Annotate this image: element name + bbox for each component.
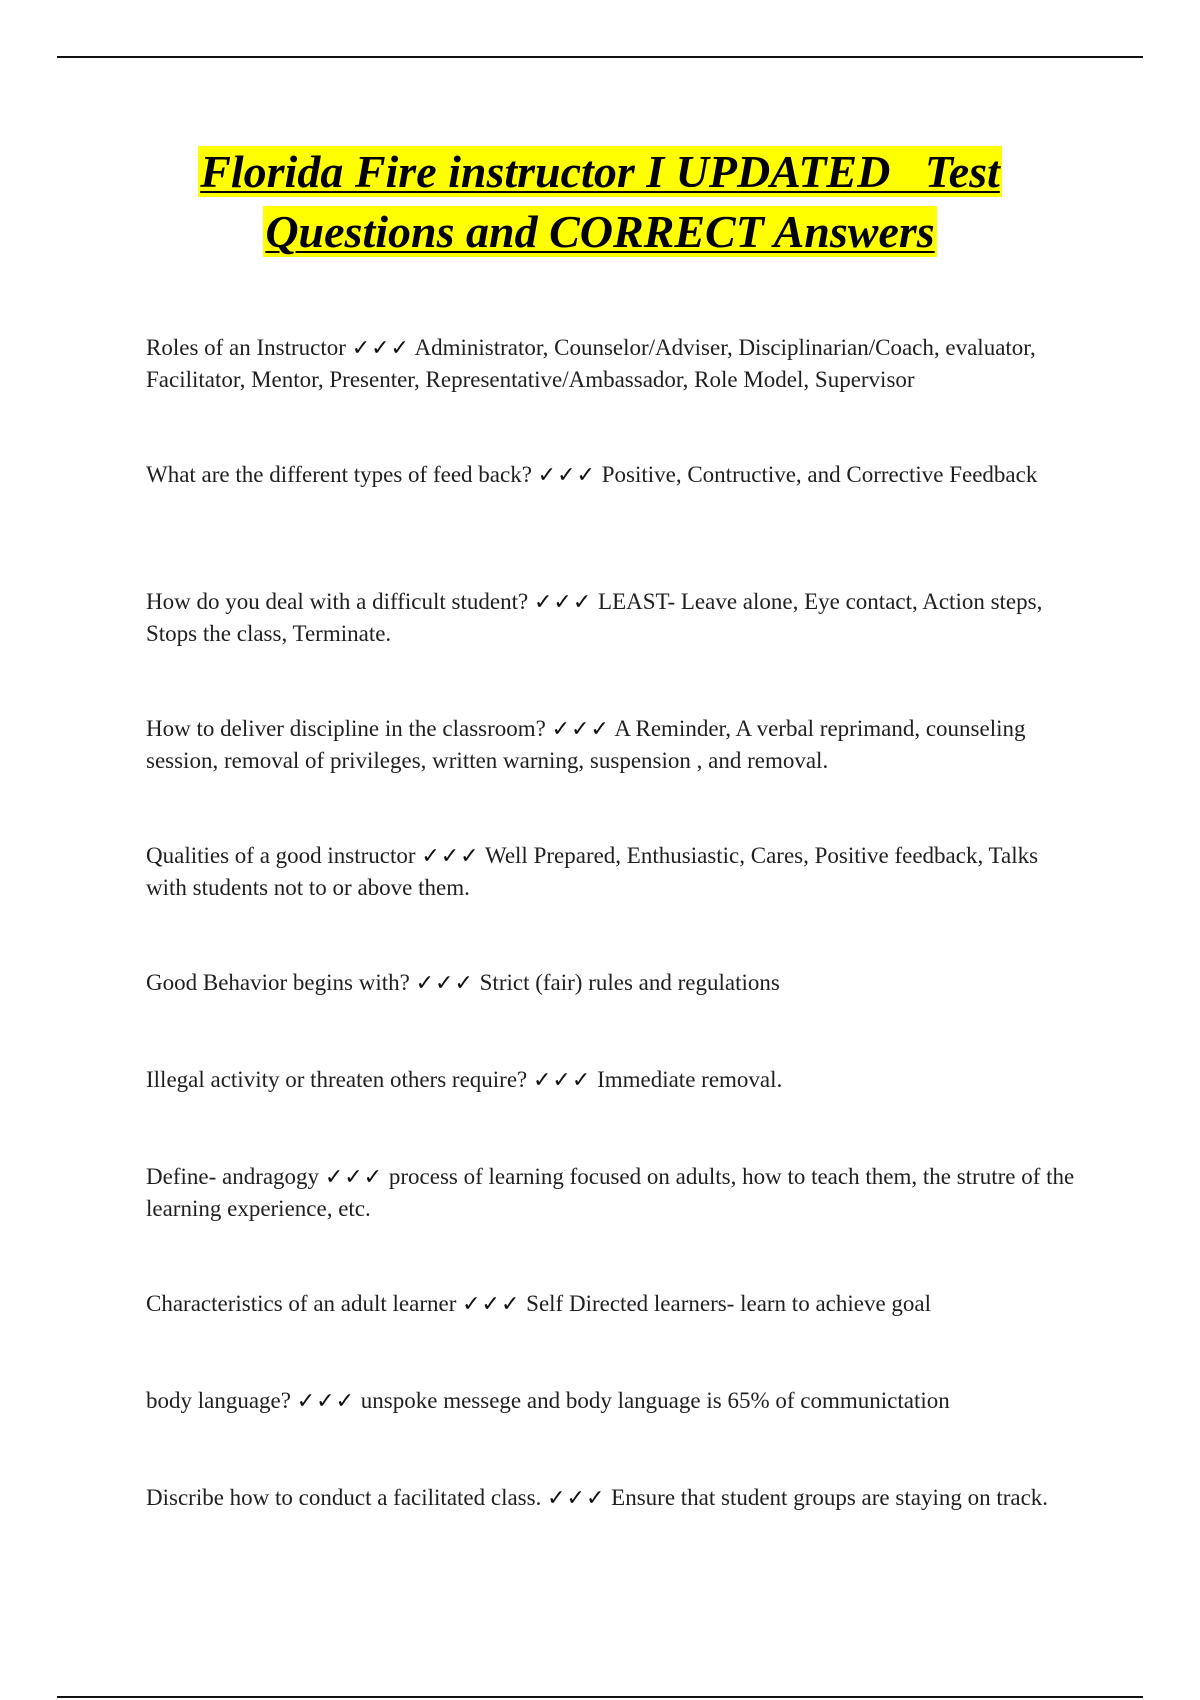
question-text: Characteristics of an adult learner bbox=[146, 1291, 457, 1316]
answer-text: LEAST- Leave alone, Eye contact, Action steps, Stops the class, Terminate. bbox=[146, 589, 1043, 646]
qa-item-difficult-student bbox=[146, 586, 1076, 649]
qa-item-good-behavior bbox=[146, 967, 780, 999]
answer-text: process of learning focused on adults, how to teach them, the strutre of the learning experience, etc. bbox=[146, 1164, 1075, 1221]
question-text: How do you deal with a difficult student? bbox=[146, 589, 529, 614]
question-text: Define- andragogy bbox=[146, 1164, 320, 1189]
qa-item-facilitated-class bbox=[146, 1482, 1048, 1514]
title-line-2-text: Questions and CORRECT Answers bbox=[265, 206, 935, 257]
title-line-2 bbox=[0, 202, 1200, 262]
answer-text: Immediate removal. bbox=[597, 1067, 783, 1092]
triple-check-icon: ✓✓✓ bbox=[547, 1486, 606, 1511]
qa-item-andragogy bbox=[146, 1161, 1076, 1224]
question-text: What are the different types of feed back? bbox=[146, 462, 532, 487]
triple-check-icon: ✓✓✓ bbox=[296, 1389, 356, 1414]
title-line-1 bbox=[0, 142, 1200, 202]
answer-text: Positive, Contructive, and Corrective Feedback bbox=[601, 462, 1038, 487]
answer-text: Well Prepared, Enthusiastic, Cares, Positive feedback, Talks with students not to or above them. bbox=[146, 843, 1039, 900]
triple-check-icon: ✓✓✓ bbox=[537, 463, 596, 488]
question-text: Good Behavior begins with? bbox=[146, 970, 410, 995]
qa-item-adult-learner bbox=[146, 1288, 931, 1320]
question-text: Qualities of a good instructor bbox=[146, 843, 416, 868]
qa-item-roles bbox=[146, 332, 1076, 395]
top-rule bbox=[57, 56, 1143, 58]
answer-text: Ensure that student groups are staying on track. bbox=[611, 1485, 1049, 1510]
question-text: body language? bbox=[146, 1388, 291, 1413]
triple-check-icon: ✓✓✓ bbox=[533, 1068, 592, 1093]
question-text: Illegal activity or threaten others require? bbox=[146, 1067, 528, 1092]
qa-item-qualities bbox=[146, 840, 1076, 903]
triple-check-icon: ✓✓✓ bbox=[462, 1292, 521, 1317]
qa-item-body-language bbox=[146, 1385, 950, 1417]
triple-check-icon: ✓✓✓ bbox=[351, 336, 410, 361]
answer-text: A Reminder, A verbal reprimand, counseling session, removal of privileges, written warning, suspension , and removal. bbox=[146, 716, 1026, 773]
answer-text: unspoke messege and body language is 65% of communictation bbox=[360, 1388, 950, 1413]
triple-check-icon: ✓✓✓ bbox=[533, 590, 593, 615]
question-text: Discribe how to conduct a facilitated class. bbox=[146, 1485, 542, 1510]
question-text: How to deliver discipline in the classroom? bbox=[146, 716, 546, 741]
document-title bbox=[0, 142, 1200, 262]
qa-item-illegal-activity bbox=[146, 1064, 782, 1096]
bottom-rule bbox=[57, 1696, 1143, 1698]
question-text: Roles of an Instructor bbox=[146, 335, 346, 360]
answer-text: Administrator, Counselor/Adviser, Disciplinarian/Coach, evaluator, Facilitator, Mentor, Presenter, Representative/Ambassador, Role Model, Supervisor bbox=[146, 335, 1036, 392]
triple-check-icon: ✓✓✓ bbox=[551, 717, 610, 742]
triple-check-icon: ✓✓✓ bbox=[324, 1165, 384, 1190]
triple-check-icon: ✓✓✓ bbox=[421, 844, 480, 869]
triple-check-icon: ✓✓✓ bbox=[415, 971, 474, 996]
title-line-1-text: Florida Fire instructor I UPDATED Test bbox=[200, 146, 1000, 197]
qa-item-discipline bbox=[146, 713, 1076, 776]
answer-text: Self Directed learners- learn to achieve goal bbox=[526, 1291, 932, 1316]
qa-item-feedback-types bbox=[146, 459, 1037, 491]
answer-text: Strict (fair) rules and regulations bbox=[479, 970, 780, 995]
